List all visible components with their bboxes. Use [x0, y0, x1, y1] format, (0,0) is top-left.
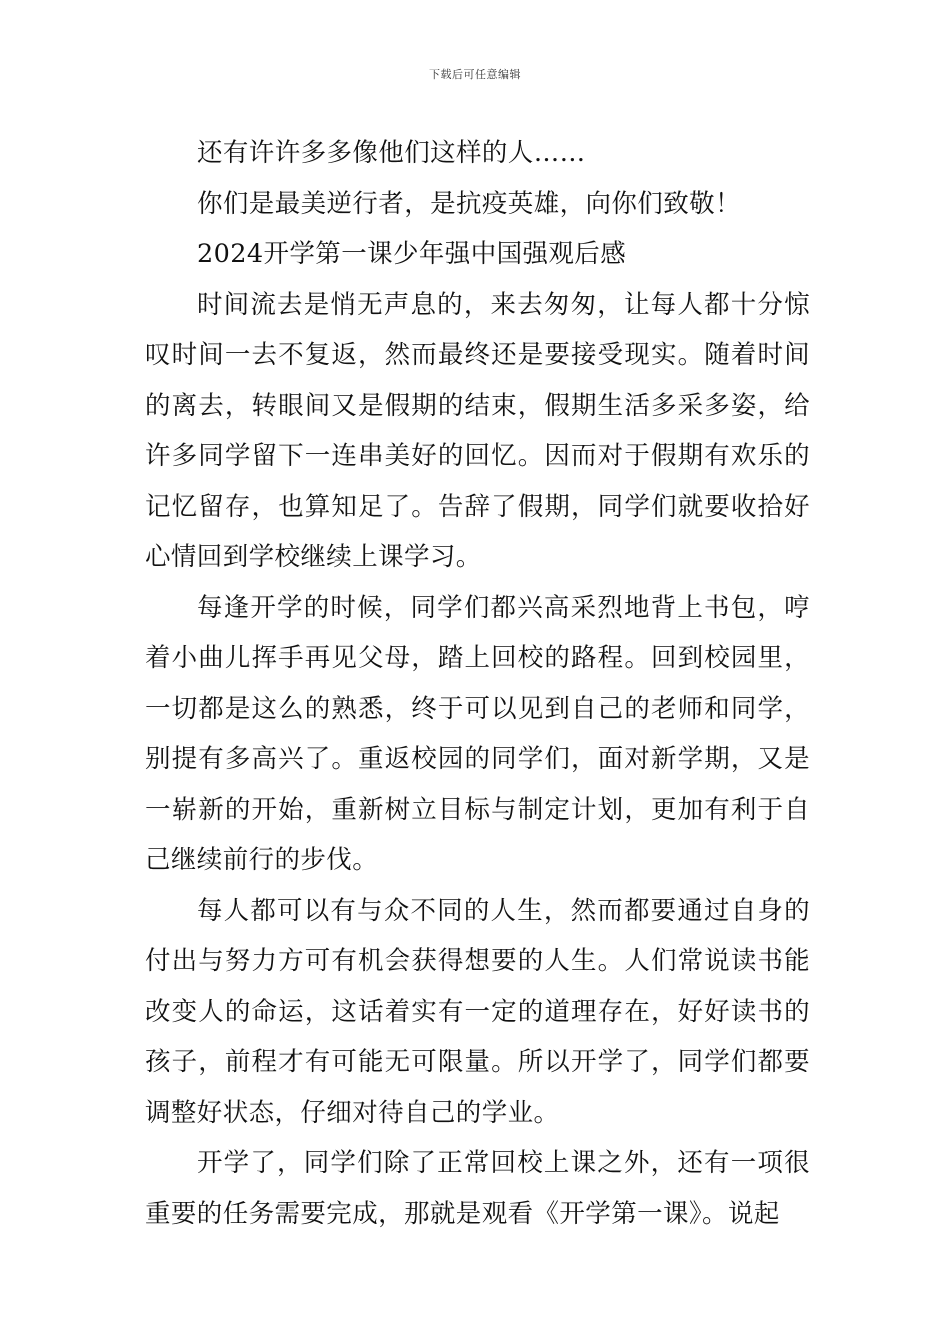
paragraph-3: 每人都可以有与众不同的人生，然而都要通过自身的付出与努力方可有机会获得想要的人生。人们常说读书能改变人的命运，这话着实有一定的道理存在，好好读书的孩子，前程才有可能无可限量。所以开学了，同学们都要调整好状态，仔细对待自己的学业。: [145, 895, 810, 1128]
line-others: 还有许许多多像他们这样的人……: [197, 138, 586, 168]
header-note: 下载后可任意编辑: [429, 68, 521, 81]
paragraph-4: 开学了，同学们除了正常回校上课之外，还有一项很重要的任务需要完成，那就是观看《开学第一课》。说起: [145, 1148, 810, 1229]
essay-title: 2024开学第一课少年强中国强观后感: [197, 239, 627, 269]
document-body: [145, 128, 810, 1239]
paragraph-2: 每逢开学的时候，同学们都兴高采烈地背上书包，哼着小曲儿挥手再见父母，踏上回校的路程。回到校园里，一切都是这么的熟悉，终于可以见到自己的老师和同学，别提有多高兴了。重返校园的同学们，面对新学期，又是一崭新的开始，重新树立目标与制定计划，更加有利于自己继续前行的步伐。: [145, 592, 810, 875]
line-tribute: 你们是最美逆行者，是抗疫英雄，向你们致敬！: [197, 188, 741, 219]
paragraph-1: 时间流去是悄无声息的，来去匆匆，让每人都十分惊叹时间一去不复返，然而最终还是要接受现实。随着时间的离去，转眼间又是假期的结束，假期生活多采多姿，给许多同学留下一连串美好的回忆。因而对于假期有欢乐的记忆留存，也算知足了。告辞了假期，同学们就要收拾好心情回到学校继续上课学习。: [145, 289, 810, 572]
